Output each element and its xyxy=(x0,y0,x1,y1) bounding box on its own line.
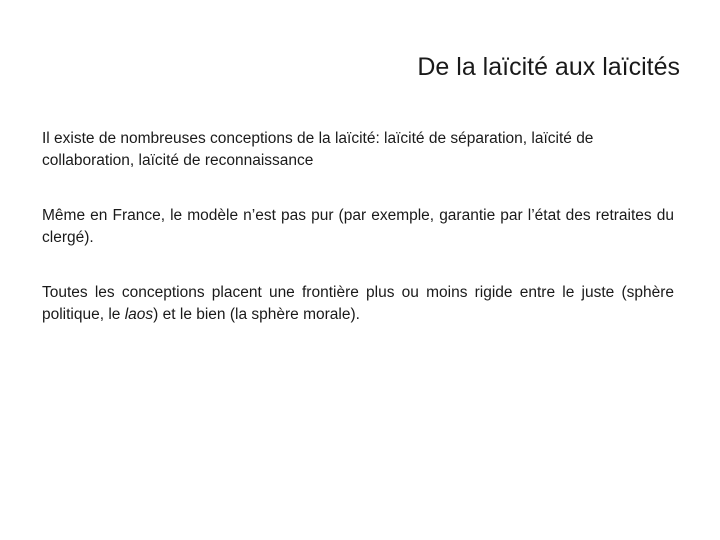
slide-body xyxy=(42,128,674,326)
paragraph-conceptions: Il existe de nombreuses conceptions de la laïcité: laïcité de séparation, laïcité de collaboration, laïcité de reconnaissance xyxy=(42,130,594,169)
paragraph-france-model: Même en France, le modèle n’est pas pur (par exemple, garantie par l’état des retraites du clergé). xyxy=(42,207,674,246)
paragraph-frontier-text-start: Toutes les conceptions placent une frontière plus ou moins rigide entre le juste (sphère politique, le xyxy=(42,284,674,323)
laos-term: laos xyxy=(124,306,154,323)
paragraph-frontier xyxy=(42,282,674,326)
slide-title: De la laïcité aux laïcités xyxy=(417,53,680,81)
paragraph-frontier-text-end: ) et le bien (la sphère morale). xyxy=(153,306,360,323)
